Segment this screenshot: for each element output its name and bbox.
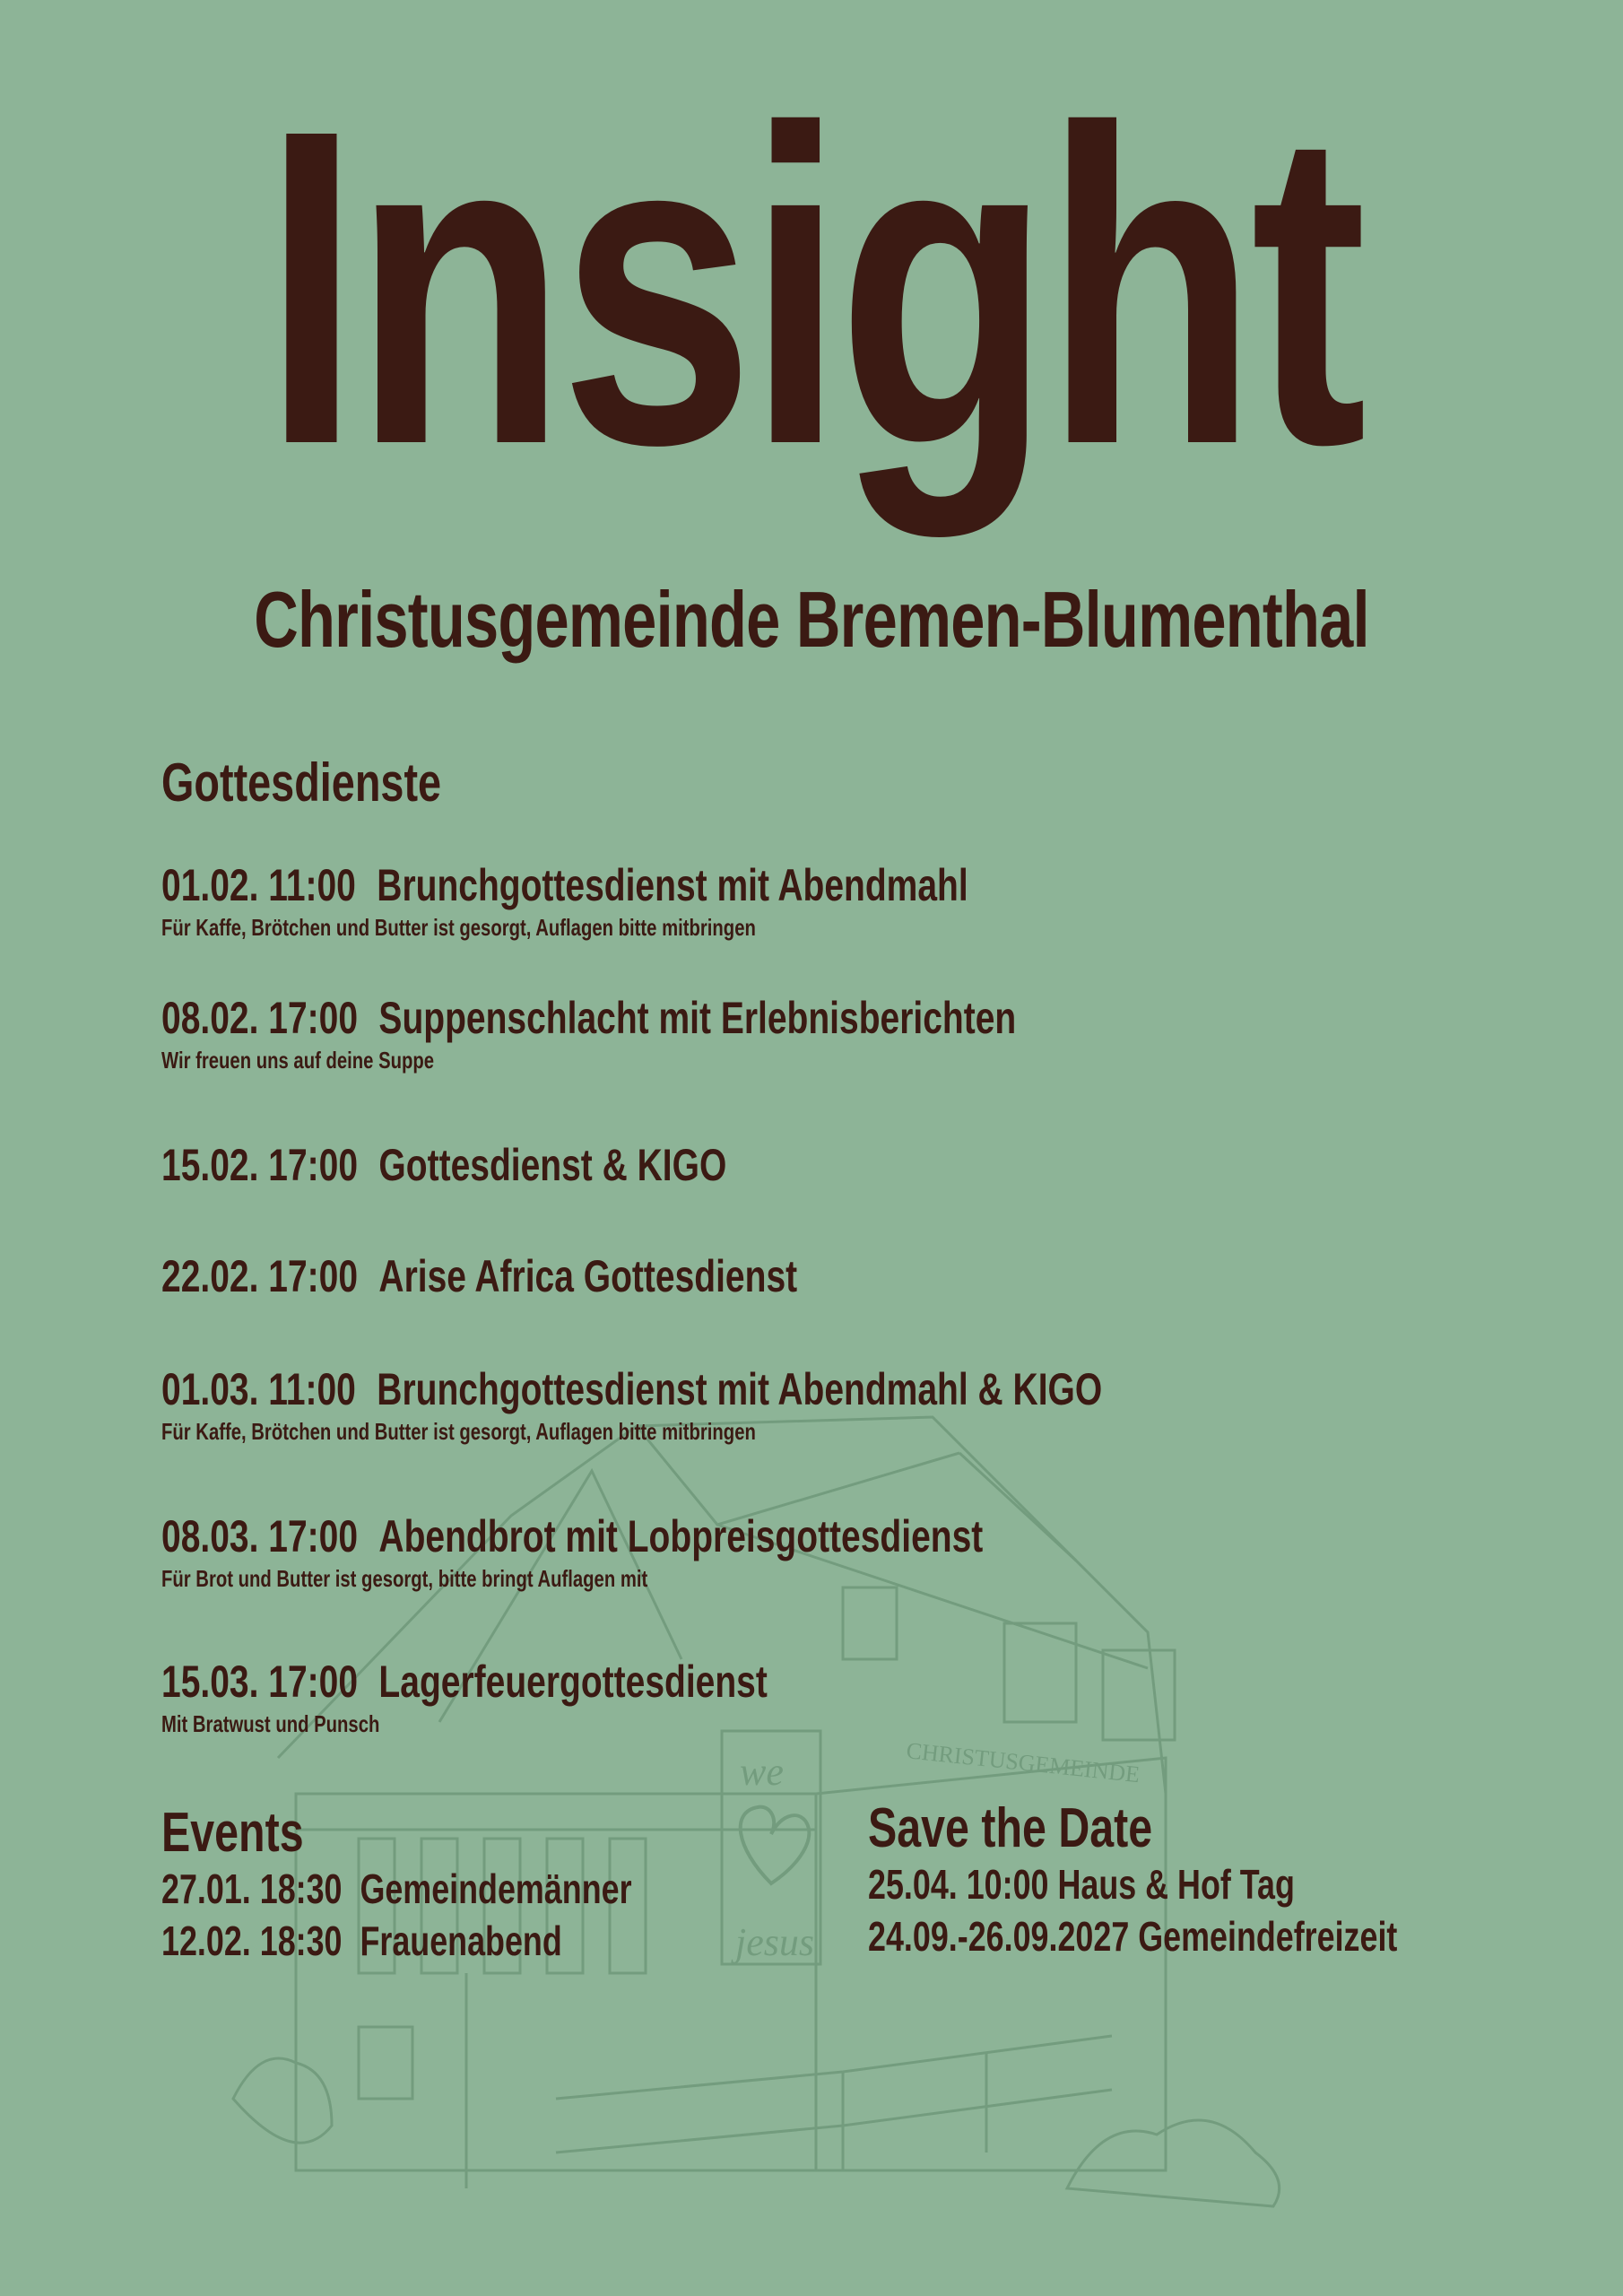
event-item <box>161 1916 632 1968</box>
event-name: Frauenabend <box>360 1917 562 1964</box>
service-date: 15.02. <box>161 1140 259 1190</box>
service-time: 11:00 <box>268 860 356 910</box>
service-time: 17:00 <box>268 1251 359 1301</box>
save-date-item: 25.04. 10:00 Haus & Hof Tag <box>868 1861 1295 1909</box>
event-date: 12.02. <box>161 1917 251 1964</box>
service-name: Abendbrot mit Lobpreisgottesdienst <box>378 1511 984 1561</box>
event-time: 18:30 <box>259 1917 343 1964</box>
service-time: 17:00 <box>268 1140 359 1190</box>
service-item <box>161 1365 1102 1446</box>
service-note: Für Brot und Butter ist gesorgt, bitte bringt Auflagen mit <box>161 1565 648 1592</box>
service-date: 22.02. <box>161 1251 259 1301</box>
heart-icon <box>741 1807 810 1883</box>
event-date: 27.01. <box>161 1866 251 1913</box>
service-time: 11:00 <box>268 1364 356 1414</box>
banner-bottom-text: jesus <box>735 1920 814 1964</box>
event-time: 18:30 <box>259 1866 343 1913</box>
service-date: 08.03. <box>161 1511 259 1561</box>
service-date: 01.02. <box>161 860 259 910</box>
service-date: 15.03. <box>161 1657 259 1707</box>
service-name: Suppenschlacht mit Erlebnisberichten <box>378 993 1017 1043</box>
service-item <box>161 994 1016 1074</box>
events-heading: Events <box>161 1802 304 1864</box>
event-name: Gemeindemänner <box>360 1866 632 1913</box>
service-time: 17:00 <box>268 1511 359 1561</box>
building-sign-text: CHRISTUSGEMEINDE <box>905 1737 1141 1788</box>
service-name: Gottesdienst & KIGO <box>378 1140 727 1190</box>
service-item <box>161 861 968 942</box>
service-time: 17:00 <box>268 993 359 1043</box>
service-note: Für Kaffe, Brötchen und Butter ist gesorgt, Auflagen bitte mitbringen <box>161 1418 756 1445</box>
service-name: Arise Africa Gottesdienst <box>378 1251 798 1301</box>
service-date: 08.02. <box>161 993 259 1043</box>
service-time: 17:00 <box>268 1657 359 1707</box>
service-name: Lagerfeuergottesdienst <box>378 1657 768 1707</box>
service-note: Mit Bratwust und Punsch <box>161 1710 380 1737</box>
service-item <box>161 1657 768 1738</box>
service-note: Für Kaffe, Brötchen und Butter ist gesorgt, Auflagen bitte mitbringen <box>161 914 756 941</box>
service-note: Wir freuen uns auf deine Suppe <box>161 1047 435 1074</box>
services-heading: Gottesdienste <box>161 752 442 813</box>
event-item <box>161 1864 632 1916</box>
poster-subtitle: Christusgemeinde Bremen-Blumenthal <box>254 575 1369 664</box>
service-item <box>161 1252 797 1301</box>
banner-top-text: we <box>740 1750 784 1794</box>
events-section <box>161 1803 632 1967</box>
save-the-date-heading: Save the Date <box>868 1797 1153 1859</box>
service-date: 01.03. <box>161 1364 259 1414</box>
poster-title: Insight <box>263 36 1360 537</box>
save-date-item: 24.09.-26.09.2027 Gemeindefreizeit <box>868 1912 1398 1960</box>
save-the-date-section <box>868 1798 1397 1962</box>
service-name: Brunchgottesdienst mit Abendmahl & KIGO <box>377 1364 1103 1414</box>
service-item <box>161 1512 983 1593</box>
service-item <box>161 1141 726 1190</box>
service-name: Brunchgottesdienst mit Abendmahl <box>377 860 968 910</box>
